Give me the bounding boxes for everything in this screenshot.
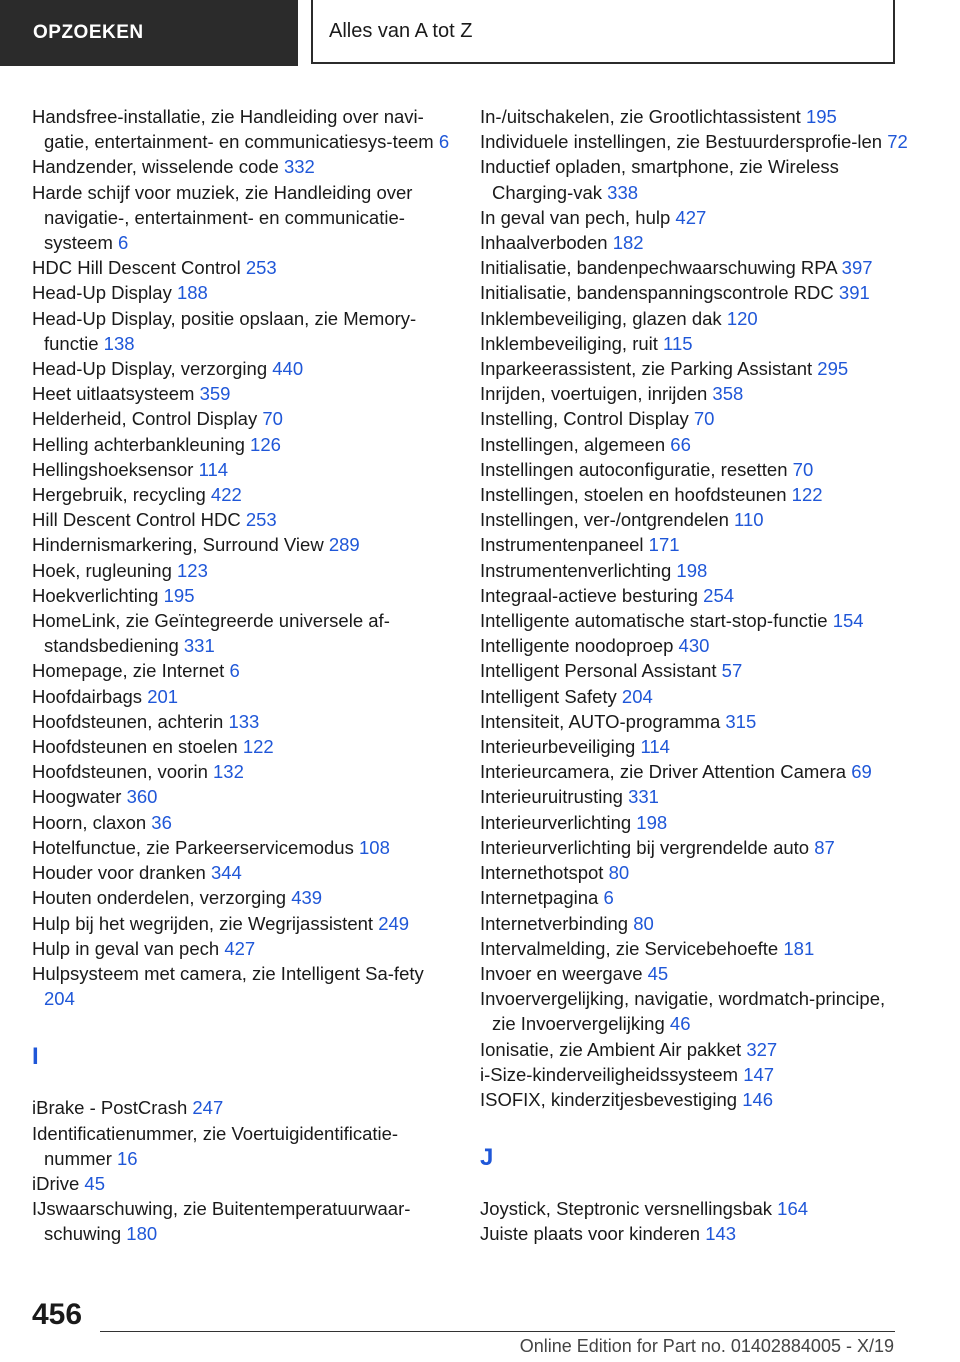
entry-text: Helderheid, Control Display <box>32 408 258 430</box>
index-entry <box>32 532 452 557</box>
entry-text: Interieurverlichting bij vergrendelde auto <box>480 836 810 858</box>
index-entry <box>32 406 452 431</box>
page-link[interactable]: 114 <box>198 458 229 480</box>
index-entry <box>480 936 910 961</box>
entry-text: Hulpsysteem met camera, zie Intelligent Sa-fety <box>32 962 424 984</box>
index-entry <box>480 759 910 784</box>
page-link[interactable]: 80 <box>633 912 654 934</box>
index-entry <box>480 810 910 835</box>
index-entry <box>480 482 910 507</box>
page-link[interactable]: 80 <box>608 862 630 884</box>
entry-text: Integraal-actieve besturing <box>480 584 699 606</box>
page-link[interactable]: 331 <box>183 635 215 657</box>
entry-text: Instellingen autoconfiguratie, resetten <box>480 458 788 480</box>
page-link[interactable]: 6 <box>603 887 614 909</box>
index-entry <box>32 936 452 961</box>
index-entry <box>32 1196 452 1246</box>
index-entry <box>32 684 452 709</box>
index-column-left <box>32 104 452 1247</box>
entry-text: Hoofdsteunen, voorin <box>32 761 208 783</box>
page-link[interactable]: 182 <box>612 232 644 254</box>
index-entry <box>32 154 452 179</box>
page-link[interactable]: 253 <box>245 509 277 531</box>
page-link[interactable]: 358 <box>712 383 744 405</box>
page-link[interactable]: 6 <box>118 232 129 254</box>
index-entry <box>480 860 910 885</box>
page-link[interactable]: 146 <box>742 1088 774 1110</box>
page-link[interactable]: 289 <box>328 534 360 556</box>
index-entry <box>32 1171 452 1196</box>
page-link[interactable]: 108 <box>359 836 390 858</box>
page-link[interactable]: 422 <box>210 484 242 506</box>
index-entry <box>32 709 452 734</box>
index-entry <box>480 255 910 280</box>
entry-text: Joystick, Steptronic versnellingsbak <box>480 1198 773 1220</box>
page-link[interactable]: 126 <box>250 433 281 455</box>
page-link[interactable]: 147 <box>743 1063 775 1085</box>
index-entry <box>32 280 452 305</box>
footer-divider <box>100 1331 895 1332</box>
page-link[interactable]: 70 <box>792 458 814 480</box>
chapter-title: Alles van A tot Z <box>311 0 895 64</box>
entry-text: Hotelfunctue, zie Parkeerservicemodus <box>32 836 354 858</box>
index-entry <box>480 154 910 204</box>
index-entry <box>32 104 452 154</box>
page-link[interactable]: 204 <box>44 988 75 1010</box>
index-entry <box>480 1196 910 1221</box>
entry-text: HomeLink, zie Geïntegreerde universele af-standsbediening <box>32 610 390 657</box>
index-entry <box>480 558 910 583</box>
entry-text: Hoekverlichting <box>32 584 159 606</box>
index-entry <box>480 356 910 381</box>
index-entry <box>480 961 910 986</box>
index-entry <box>32 507 452 532</box>
entry-text: ISOFIX, kinderzitjesbevestiging <box>480 1088 738 1110</box>
page-link[interactable]: 138 <box>103 332 135 354</box>
page-link[interactable]: 391 <box>838 282 870 304</box>
page-link[interactable]: 110 <box>734 509 764 531</box>
index-entry <box>480 280 910 305</box>
entry-text: Instelling, Control Display <box>480 408 689 430</box>
index-entry <box>32 810 452 835</box>
page-link[interactable]: 122 <box>791 484 823 506</box>
entry-text: Interieurverlichting <box>480 811 632 833</box>
index-letter-j: J <box>480 1144 494 1172</box>
index-entry <box>32 255 452 280</box>
page-link[interactable]: 195 <box>163 584 195 606</box>
index-entry <box>32 860 452 885</box>
page-link[interactable]: 87 <box>814 836 835 858</box>
page-link[interactable]: 427 <box>675 206 707 228</box>
index-entry <box>32 180 452 256</box>
index-entry <box>480 331 910 356</box>
index-entry <box>480 457 910 482</box>
index-entry <box>32 961 452 1011</box>
page-link[interactable]: 6 <box>438 131 450 153</box>
entry-text: Hoofdsteunen en stoelen <box>32 736 238 758</box>
entry-text: Internetpagina <box>480 887 599 909</box>
index-entry <box>480 734 910 759</box>
page-link[interactable]: 123 <box>177 559 208 581</box>
page-link[interactable]: 16 <box>117 1147 138 1169</box>
page-link[interactable]: 181 <box>783 937 815 959</box>
entry-text: Instrumentenpaneel <box>480 534 644 556</box>
index-entry <box>32 784 452 809</box>
entry-text: Hergebruik, recycling <box>32 484 206 506</box>
entry-text: Intelligent Personal Assistant <box>480 660 717 682</box>
page-link[interactable]: 45 <box>647 962 669 984</box>
entry-text: Invoervergelijking, navigatie, wordmatch-principe, zie Invoervergelijking <box>480 988 886 1035</box>
index-entry <box>480 784 910 809</box>
index-entry <box>32 911 452 936</box>
page-link[interactable]: 338 <box>607 181 639 203</box>
entry-text: Instellingen, algemeen <box>480 433 666 455</box>
index-entry <box>480 306 910 331</box>
page-link[interactable]: 254 <box>703 584 735 606</box>
page-link[interactable]: 114 <box>640 736 670 758</box>
index-entry <box>32 734 452 759</box>
page-link[interactable]: 122 <box>242 736 274 758</box>
page-link[interactable]: 201 <box>147 685 179 707</box>
page-link[interactable]: 331 <box>628 786 659 808</box>
entry-text: Inrijden, voertuigen, inrijden <box>480 383 708 405</box>
entry-text: Inklembeveiliging, ruit <box>480 332 658 354</box>
entry-text: Hoogwater <box>32 786 122 808</box>
entry-text: Head-Up Display <box>32 282 172 304</box>
index-entry <box>480 381 910 406</box>
index-entry <box>32 835 452 860</box>
entry-text: Homepage, zie Internet <box>32 660 225 682</box>
index-entry <box>480 432 910 457</box>
index-column-right <box>480 104 910 1247</box>
page-link[interactable]: 295 <box>817 358 849 380</box>
index-entry <box>480 709 910 734</box>
page-link[interactable]: 249 <box>378 912 410 934</box>
page-link[interactable]: 253 <box>245 257 277 279</box>
page-number: 456 <box>32 1298 83 1331</box>
page-link[interactable]: 359 <box>199 383 231 405</box>
entry-text: Intensiteit, AUTO-programma <box>480 710 721 732</box>
page-link[interactable]: 72 <box>887 131 908 153</box>
entry-text: Houten onderdelen, verzorging <box>32 887 287 909</box>
entry-text: Hindernismarkering, Surround View <box>32 534 324 556</box>
page-link[interactable]: 327 <box>746 1038 778 1060</box>
entry-text: Identificatienummer, zie Voertuigidentificatie-nummer <box>32 1122 399 1169</box>
index-entry <box>480 633 910 658</box>
entry-text: Hulp in geval van pech <box>32 937 220 959</box>
page-link[interactable]: 154 <box>832 610 864 632</box>
index-entry <box>32 608 452 658</box>
entry-text: Initialisatie, bandenpechwaarschuwing RPA <box>480 257 837 279</box>
entry-text: Hoorn, claxon <box>32 811 147 833</box>
page-link[interactable]: 332 <box>283 156 315 178</box>
index-entry <box>480 1221 910 1246</box>
index-entry <box>32 759 452 784</box>
entry-text: Instrumentenverlichting <box>480 559 672 581</box>
entry-text: Hoek, rugleuning <box>32 559 172 581</box>
index-entry <box>32 306 452 356</box>
page-link[interactable]: 247 <box>192 1097 224 1119</box>
index-entry <box>32 432 452 457</box>
page-link[interactable]: 204 <box>621 685 653 707</box>
page-link[interactable]: 69 <box>851 761 872 783</box>
page-link[interactable]: 439 <box>291 887 323 909</box>
page-link[interactable]: 440 <box>272 358 304 380</box>
entry-text: In-/uitschakelen, zie Grootlichtassistent <box>480 106 801 127</box>
entry-text: Hellingshoeksensor <box>32 458 194 480</box>
page-link[interactable]: 6 <box>229 660 240 682</box>
index-entry <box>480 658 910 683</box>
index-entry <box>480 205 910 230</box>
entry-text: Hill Descent Control HDC <box>32 509 241 531</box>
page-link[interactable]: 360 <box>126 786 158 808</box>
entry-text: Hulp bij het wegrijden, zie Wegrijassistent <box>32 912 374 934</box>
page-link[interactable]: 133 <box>228 710 260 732</box>
entry-text: Inhaalverboden <box>480 232 608 254</box>
page-link[interactable]: 70 <box>693 408 715 430</box>
index-entry <box>480 1037 910 1062</box>
entry-text: Helling achterbankleuning <box>32 433 245 455</box>
page-link[interactable]: 198 <box>636 811 668 833</box>
index-entry <box>32 482 452 507</box>
page-link[interactable]: 344 <box>210 862 242 884</box>
entry-text: iDrive <box>32 1172 80 1194</box>
entry-text: Inductief opladen, smartphone, zie Wireless Charging-vak <box>480 156 839 203</box>
entry-text: Intelligente automatische start-stop-functie <box>480 610 828 632</box>
index-entry <box>32 457 452 482</box>
section-label: OPZOEKEN <box>0 0 298 66</box>
page-link[interactable]: 164 <box>777 1198 809 1220</box>
entry-text: Intelligente noodoproep <box>480 635 674 657</box>
index-entry <box>480 835 910 860</box>
index-entry <box>480 608 910 633</box>
entry-text: Inparkeerassistent, zie Parking Assistant <box>480 358 813 380</box>
entry-text: Harde schijf voor muziek, zie Handleiding over navigatie-, entertainment- en communicatie-systeem <box>32 181 413 254</box>
page-link[interactable]: 143 <box>705 1223 737 1245</box>
edition-note: Online Edition for Part no. 01402884005 - X/19 <box>519 1336 894 1356</box>
entry-text: Handsfree-installatie, zie Handleiding over navi-gatie, entertainment- en communicatiesys-teem <box>32 106 434 153</box>
page-link[interactable]: 188 <box>176 282 208 304</box>
entry-text: Hoofdairbags <box>32 685 143 707</box>
index-entry <box>32 1121 452 1171</box>
entry-text: Instellingen, ver-/ontgrendelen <box>480 509 729 531</box>
entry-text: Intervalmelding, zie Servicebehoefte <box>480 937 779 959</box>
page-link[interactable]: 115 <box>663 332 693 354</box>
entry-text: Interieuruitrusting <box>480 786 623 808</box>
entry-text: Instellingen, stoelen en hoofdsteunen <box>480 484 787 506</box>
page-link[interactable]: 45 <box>84 1172 105 1194</box>
entry-text: Interieurbeveiliging <box>480 736 636 758</box>
index-entry <box>480 104 910 129</box>
index-entry <box>480 532 910 557</box>
index-entry <box>480 230 910 255</box>
entry-text: Internethotspot <box>480 862 604 884</box>
entry-text: Individuele instellingen, zie Bestuurdersprofie-len <box>480 131 883 153</box>
page-link[interactable]: 66 <box>670 433 691 455</box>
index-entry <box>480 684 910 709</box>
entry-text: In geval van pech, hulp <box>480 206 671 228</box>
page-link[interactable]: 427 <box>224 937 256 959</box>
index-entry <box>32 356 452 381</box>
index-entry <box>480 885 910 910</box>
index-letter-i: I <box>32 1043 39 1071</box>
entry-text: Intelligent Safety <box>480 685 617 707</box>
page-link[interactable]: 171 <box>648 534 680 556</box>
page-link[interactable]: 315 <box>725 710 757 732</box>
page-link[interactable]: 195 <box>805 106 837 127</box>
index-entry <box>32 558 452 583</box>
entry-text: Internetverbinding <box>480 912 629 934</box>
index-entry <box>480 507 910 532</box>
entry-text: Juiste plaats voor kinderen <box>480 1223 701 1245</box>
index-entry <box>32 583 452 608</box>
index-entry <box>480 1062 910 1087</box>
index-entry <box>480 129 910 154</box>
page-link[interactable]: 120 <box>726 307 758 329</box>
index-entry <box>480 406 910 431</box>
entry-text: Initialisatie, bandenspanningscontrole RDC <box>480 282 834 304</box>
entry-text: IJswaarschuwing, zie Buitentemperatuurwaar-schuwing <box>32 1198 411 1245</box>
index-entry <box>480 1087 910 1112</box>
entry-text: i-Size-kinderveiligheidssysteem <box>480 1063 739 1085</box>
page-header <box>0 0 960 66</box>
page-link[interactable]: 70 <box>262 408 283 430</box>
entry-text: Inklembeveiliging, glazen dak <box>480 307 722 329</box>
entry-text: Interieurcamera, zie Driver Attention Camera <box>480 761 847 783</box>
entry-text: Handzender, wisselende code <box>32 156 279 178</box>
entry-text: Head-Up Display, verzorging <box>32 358 268 380</box>
index-entry <box>480 583 910 608</box>
entry-text: Heet uitlaatsysteem <box>32 383 195 405</box>
entry-text: Invoer en weergave <box>480 962 643 984</box>
page-link[interactable]: 180 <box>126 1223 158 1245</box>
index-entry <box>32 885 452 910</box>
page-link[interactable]: 132 <box>213 761 244 783</box>
page-link[interactable]: 397 <box>841 257 873 279</box>
page-link[interactable]: 198 <box>676 559 708 581</box>
index-entry <box>32 1095 452 1120</box>
page-link[interactable]: 57 <box>721 660 743 682</box>
entry-text: iBrake - PostCrash <box>32 1097 188 1119</box>
index-entry <box>480 986 910 1036</box>
page-link[interactable]: 430 <box>678 635 710 657</box>
entry-text: Houder voor dranken <box>32 862 206 884</box>
entry-text: Hoofdsteunen, achterin <box>32 710 224 732</box>
entry-text: HDC Hill Descent Control <box>32 257 241 279</box>
entry-text: Head-Up Display, positie opslaan, zie Memory-functie <box>32 307 417 354</box>
entry-text: Ionisatie, zie Ambient Air pakket <box>480 1038 742 1060</box>
page-link[interactable]: 46 <box>669 1013 691 1035</box>
index-entry <box>32 381 452 406</box>
page-link[interactable]: 36 <box>151 811 172 833</box>
index-entry <box>480 911 910 936</box>
index-entry <box>32 658 452 683</box>
